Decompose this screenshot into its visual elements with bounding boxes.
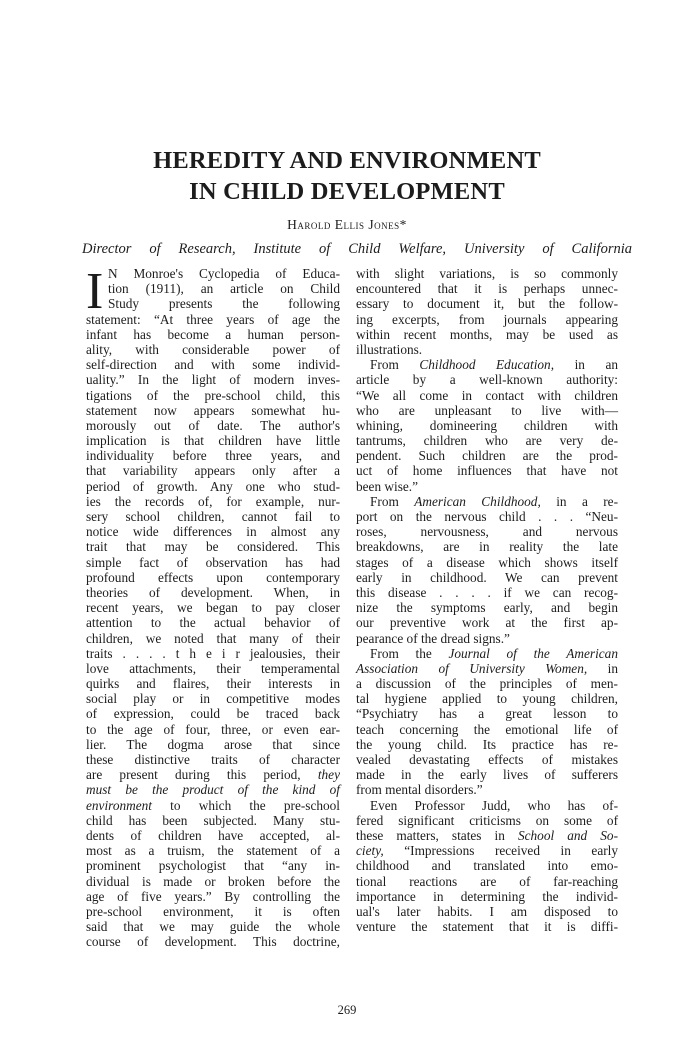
left-column-line: these distinctive traits of character	[86, 752, 340, 767]
left-column-line: statement now appears somewhat hu-	[86, 402, 340, 418]
left-column-line: environment to which the pre-school	[86, 797, 340, 813]
title-line-1: HEREDITY AND ENVIRONMENT	[153, 147, 541, 174]
right-column-line: encountered that it is perhaps unnec-	[356, 281, 618, 297]
left-column-line: individuality before three years, and	[86, 448, 340, 464]
left-column-line: ality, with considerable power of	[86, 341, 340, 357]
page-number: 269	[337, 1003, 357, 1017]
left-column-line: said that we may guide the whole	[86, 919, 340, 935]
left-column-line: love attachments, their temperamental	[86, 660, 340, 676]
right-column-line: these matters, states in School and So-	[356, 827, 618, 843]
right-column-line: with slight variations, is so commonly	[356, 266, 618, 281]
left-column-line: dividual is made or broken before the	[86, 873, 340, 889]
left-column-line: must be the product of the kind of	[86, 782, 340, 798]
right-column-line: venture the statement that it is diffi-	[356, 919, 618, 935]
right-column-line: made in the early lives of sufferers	[356, 767, 618, 783]
right-column-line: port on the nervous child . . . “Neu-	[356, 509, 618, 524]
right-column-line: this disease . . . . if we can recog-	[356, 584, 618, 600]
right-column-line: From the Journal of the American	[370, 645, 618, 661]
left-column-line: trait that may be considered. This	[86, 539, 340, 555]
left-column-line: are present during this period, they	[86, 767, 340, 783]
left-column-line: implication is that children have little	[86, 433, 340, 449]
right-column-line: been wise.”	[356, 478, 419, 494]
title-line-2: IN CHILD DEVELOPMENT	[189, 178, 505, 205]
author-name: Harold Ellis Jones*	[287, 217, 407, 232]
right-column-line: roses, nervousness, and nervous	[356, 524, 618, 540]
left-column-line: most as a truism, the statement of a	[86, 843, 340, 859]
right-column-line: breakdowns, are in reality the late	[356, 539, 618, 555]
left-column-line: uality.” In the light of modern inves-	[86, 372, 340, 388]
left-column-line: pre-school environment, it is often	[86, 903, 340, 919]
left-column-line: profound effects upon contemporary	[86, 569, 340, 585]
right-column-line: article by a well-known authority:	[356, 372, 618, 388]
right-column-line: whining, domineering children with	[356, 417, 618, 433]
left-column-line: age of five years.” By controlling the	[86, 888, 340, 904]
right-column-line: childhood and translated into emo-	[356, 858, 618, 874]
left-column-line: Study presents the following	[108, 296, 340, 312]
left-column-line: theories of development. When, in	[86, 584, 340, 600]
right-column-line: tal hygiene applied to young children,	[356, 691, 618, 707]
right-column-line: “We all come in contact with children	[356, 387, 618, 403]
left-column-line: notice wide differences in almost any	[86, 524, 340, 540]
left-column-line: morously out of date. The author's	[86, 417, 340, 433]
left-column-line: course of development. This doctrine,	[86, 934, 340, 950]
left-column-line: quirks and flaires, their interests in	[86, 676, 340, 692]
right-column-line: “Psychiatry has a great lesson to	[356, 706, 618, 722]
left-column-line: infant has become a human person-	[86, 326, 340, 342]
right-column-line: nize the symptoms early, and begin	[356, 600, 618, 616]
left-column-line: tion (1911), an article on Child	[108, 281, 340, 297]
right-column-line: stages of a disease which shows itself	[356, 554, 618, 570]
right-column-line: early in childhood. We can prevent	[356, 569, 618, 585]
right-column-line: ual's later habits. I am disposed to	[356, 903, 618, 919]
right-column-line: ciety, “Impressions received in early	[356, 843, 618, 859]
right-column-line: pearance of the dread signs.”	[356, 630, 510, 646]
right-column-line: a discussion of the principles of men-	[356, 676, 618, 692]
right-column	[356, 266, 618, 934]
right-column-line: tional reactions are of far-reaching	[356, 873, 618, 889]
right-column-line: From American Childhood, in a re-	[370, 493, 618, 509]
right-column-line: essary to document it, but the follow-	[356, 296, 618, 312]
right-column-line: teach concerning the emotional life of	[356, 721, 618, 737]
left-column-line: sery school children, cannot fail to	[86, 509, 340, 524]
right-column-line: From Childhood Education, in an	[370, 357, 619, 373]
left-column-line: that variability appears only after a	[86, 463, 340, 479]
right-column-line: Even Professor Judd, who has of-	[370, 797, 618, 813]
left-column-line: period of growth. Any one who stud-	[86, 478, 340, 494]
left-column-line: attention to the actual behavior of	[86, 615, 340, 631]
right-column-line: who are unpleasant to live with—	[356, 402, 618, 418]
left-column-line: social play or in competitive modes	[86, 691, 340, 707]
right-column-line: Association of University Women, in	[356, 660, 618, 676]
left-column-line: children, we noted that many of their	[86, 630, 340, 646]
left-column-line: lier. The dogma arose that since	[86, 736, 340, 752]
left-column	[86, 263, 340, 950]
left-column-line: ies the records of, for example, nur-	[86, 493, 340, 509]
drop-cap: I	[86, 263, 104, 320]
author-affiliation: Director of Research, Institute of Child Welfare, University of California	[82, 241, 632, 257]
left-column-line: statement: “At three years of age the	[86, 311, 340, 327]
right-column-line: pendent. Such children are the prod-	[356, 448, 618, 464]
left-column-line: simple fact of observation has had	[86, 554, 340, 570]
left-column-line: self-direction and with some individ-	[86, 357, 340, 373]
left-column-line: prominent psychologist that “any in-	[86, 858, 340, 874]
right-column-line: ing excerpts, from journals appearing	[356, 311, 618, 327]
right-column-line: our preventive work at the first ap-	[356, 615, 618, 631]
left-column-line: traits . . . . t h e i r jealousies, their	[86, 645, 340, 661]
right-column-line: tantrums, children who are very de-	[356, 433, 618, 449]
left-column-line: of expression, could be traced back	[86, 706, 340, 722]
right-column-line: uct of home influences that have not	[356, 463, 618, 479]
left-column-line: tigations of the pre-school child, this	[86, 387, 340, 403]
right-column-line: from mental disorders.”	[356, 782, 483, 798]
left-column-line: to the age of four, three, or even ear-	[86, 721, 340, 737]
right-column-line: vealed devastating effects of mistakes	[356, 752, 618, 767]
right-column-line: within recent months, may be used as	[356, 326, 618, 342]
left-column-line: recent years, we began to pay closer	[86, 600, 340, 616]
right-column-line: the young child. Its practice has re-	[356, 736, 618, 752]
left-column-line: dents of children have accepted, al-	[86, 827, 340, 843]
left-column-line: child has been subjected. Many stu-	[86, 812, 340, 828]
left-column-line: N Monroe's Cyclopedia of Educa-	[108, 266, 340, 281]
right-column-line: illustrations.	[356, 341, 423, 357]
right-column-line: fered significant criticisms on some of	[356, 812, 618, 828]
right-column-line: importance in determining the individ-	[356, 888, 618, 904]
